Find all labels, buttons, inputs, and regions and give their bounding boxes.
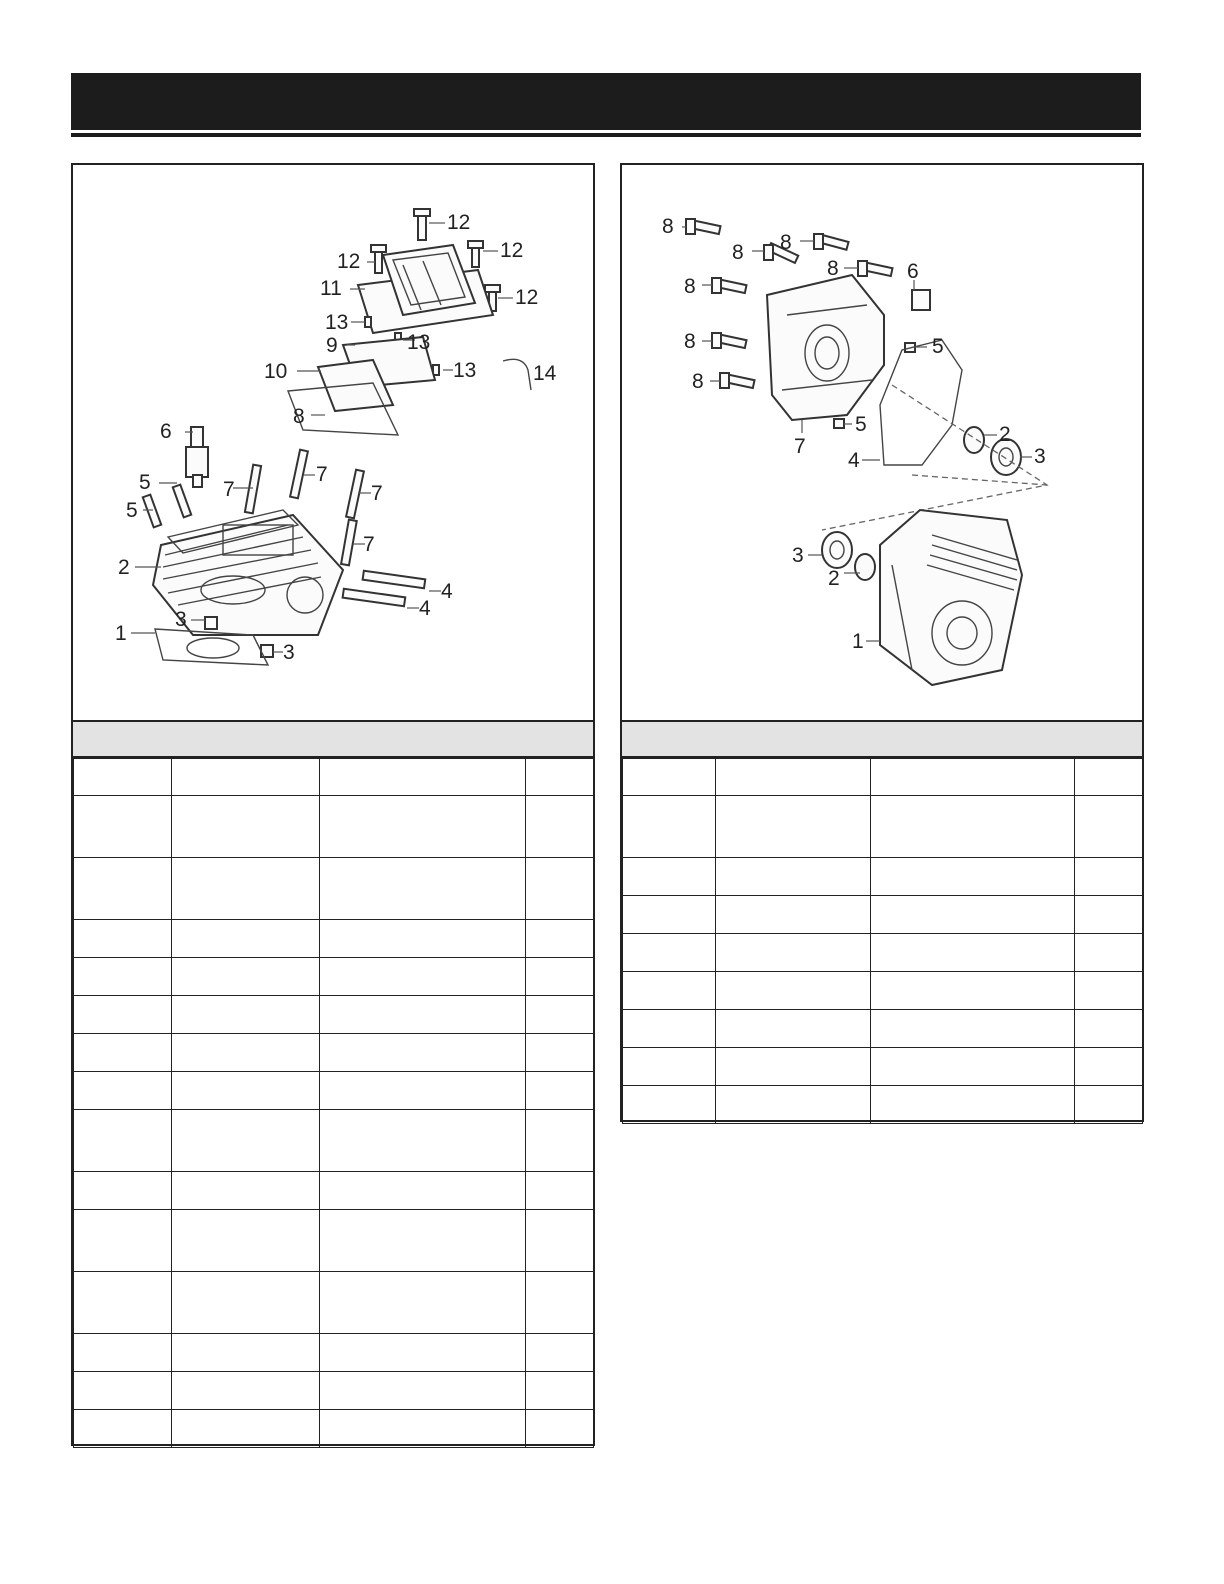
callout-3a: 3 [1034, 445, 1046, 468]
table-cell [74, 796, 172, 858]
callout-2b: 2 [828, 567, 840, 590]
head-bolt-7c [346, 470, 364, 519]
table-cell [172, 1334, 320, 1372]
table-cell [320, 958, 526, 996]
head-bolt-7a [245, 465, 261, 514]
callout-2: 2 [118, 556, 130, 579]
left-table-body [74, 796, 594, 1448]
callout-8e: 8 [684, 275, 696, 298]
table-row [74, 1210, 594, 1272]
table-cell [716, 1086, 871, 1124]
callout-8b: 8 [732, 241, 744, 264]
table-cell [623, 934, 716, 972]
table-cell [623, 858, 716, 896]
callout-8d: 8 [827, 257, 839, 280]
table-cell [320, 1272, 526, 1334]
callout-10: 10 [264, 360, 288, 383]
table-cell [526, 1110, 594, 1172]
table-row [74, 1372, 594, 1410]
table-cell [871, 896, 1075, 934]
bearing-3b [822, 532, 852, 568]
table-cell [172, 1172, 320, 1210]
bolt-8e [712, 278, 747, 293]
bolt-8g [720, 373, 755, 388]
callout-4: 4 [848, 449, 860, 472]
table-cell [526, 996, 594, 1034]
case-gasket-4 [880, 340, 962, 465]
table-cell [172, 920, 320, 958]
table-row [74, 1072, 594, 1110]
table-row [74, 858, 594, 920]
stud-5b [143, 495, 161, 528]
table-cell [1075, 1010, 1143, 1048]
callout-1: 1 [115, 622, 127, 645]
callout-1: 1 [852, 630, 864, 653]
right-parts-panel [620, 163, 1144, 1122]
table-cell [526, 1410, 594, 1448]
callout-7d: 7 [363, 533, 375, 556]
table-cell [526, 1334, 594, 1372]
table-cell [320, 1072, 526, 1110]
table-cell [74, 958, 172, 996]
table-cell [74, 1272, 172, 1334]
callout-3a: 3 [175, 608, 187, 631]
table-cell [172, 796, 320, 858]
table-cell [320, 1110, 526, 1172]
callout-8c: 8 [780, 231, 792, 254]
callout-5a: 5 [932, 335, 944, 358]
bolt-8c [814, 234, 849, 250]
left-parts-table [73, 758, 594, 1448]
table-cell [320, 858, 526, 920]
table-cell [172, 1410, 320, 1448]
table-cell [716, 896, 871, 934]
table-cell [526, 1072, 594, 1110]
table-row [74, 1272, 594, 1334]
table-cell [74, 1372, 172, 1410]
callout-9: 9 [326, 334, 338, 357]
table-cell [871, 934, 1075, 972]
bolt-8a [686, 219, 721, 234]
table-row [74, 920, 594, 958]
table-cell [74, 1334, 172, 1372]
callout-14: 14 [533, 362, 557, 385]
right-section-band [622, 720, 1142, 758]
oil-seal-2b [855, 554, 875, 580]
table-row [623, 1048, 1143, 1086]
table-row [623, 1010, 1143, 1048]
table-cell [320, 1372, 526, 1410]
table-row [74, 996, 594, 1034]
table-cell [526, 1172, 594, 1210]
callout-3b: 3 [792, 544, 804, 567]
callout-4a: 4 [441, 580, 453, 603]
table-cell [623, 796, 716, 858]
table-row [74, 1172, 594, 1210]
callout-7c: 7 [371, 482, 383, 505]
table-cell [526, 1272, 594, 1334]
table-cell [320, 1410, 526, 1448]
cylinder-head-exploded-view [73, 165, 593, 720]
oil-seal-2a [964, 427, 984, 453]
table-cell [871, 858, 1075, 896]
table-header-row [74, 759, 594, 796]
callout-8: 8 [293, 405, 305, 428]
table-cell [74, 1410, 172, 1448]
table-cell [871, 796, 1075, 858]
callout-11: 11 [320, 277, 342, 300]
table-cell [1075, 972, 1143, 1010]
head-bolt-7d [341, 520, 357, 566]
table-cell [74, 1210, 172, 1272]
callout-12c: 12 [500, 239, 524, 262]
callout-5b: 5 [855, 413, 867, 436]
table-cell [1075, 796, 1143, 858]
table-row [623, 796, 1143, 858]
table-cell [172, 1110, 320, 1172]
callout-7b: 7 [316, 463, 328, 486]
dowel-3a [205, 617, 217, 629]
callout-13a: 13 [325, 311, 349, 334]
table-cell [716, 1010, 871, 1048]
callout-5a: 5 [139, 471, 151, 494]
table-cell [871, 1048, 1075, 1086]
spark-plug [186, 427, 208, 487]
table-cell [74, 920, 172, 958]
table-cell [1075, 1048, 1143, 1086]
table-cell [871, 1010, 1075, 1048]
table-cell [526, 920, 594, 958]
left-section-band [73, 720, 593, 758]
table-cell [1075, 934, 1143, 972]
callout-12b: 12 [337, 250, 361, 273]
callout-2a: 2 [999, 423, 1011, 446]
table-cell [172, 858, 320, 920]
table-cell [320, 1172, 526, 1210]
table-cell [320, 996, 526, 1034]
table-cell [871, 1086, 1075, 1124]
cylinder-head-diagram [73, 165, 593, 720]
callout-12a: 12 [447, 211, 471, 234]
table-cell [320, 920, 526, 958]
callout-6: 6 [160, 420, 172, 443]
table-cell [74, 1034, 172, 1072]
table-cell [623, 1010, 716, 1048]
table-cell [74, 996, 172, 1034]
table-row [74, 1034, 594, 1072]
table-row [74, 1334, 594, 1372]
callout-7: 7 [794, 435, 806, 458]
table-row [623, 934, 1143, 972]
crankcase-diagram [622, 165, 1142, 720]
table-cell [526, 796, 594, 858]
stud-5a [173, 485, 191, 518]
table-cell [871, 972, 1075, 1010]
screw-13a [365, 317, 371, 327]
table-cell [623, 972, 716, 1010]
callout-8a: 8 [662, 215, 674, 238]
callout-6: 6 [907, 260, 919, 283]
page-header-bar [71, 73, 1141, 130]
breather-tube-14 [503, 359, 531, 390]
table-cell [172, 1034, 320, 1072]
table-cell [172, 1072, 320, 1110]
right-parts-table [622, 758, 1143, 1124]
table-cell [716, 858, 871, 896]
bolt-12c [468, 241, 483, 267]
table-header-row [623, 759, 1143, 796]
callout-8f: 8 [684, 330, 696, 353]
table-cell [623, 1048, 716, 1086]
table-cell [623, 896, 716, 934]
table-cell [716, 796, 871, 858]
bolt-8f [712, 333, 747, 348]
dowel-5b [834, 419, 844, 428]
table-row [74, 1410, 594, 1448]
table-row [623, 972, 1143, 1010]
table-cell [74, 858, 172, 920]
bolt-12a [414, 209, 430, 240]
callout-8g: 8 [692, 370, 704, 393]
callout-13c: 13 [453, 359, 477, 382]
table-cell [1075, 896, 1143, 934]
table-cell [172, 1372, 320, 1410]
crankcase [880, 510, 1022, 685]
table-row [623, 858, 1143, 896]
callout-7a: 7 [223, 478, 235, 501]
right-table-body [623, 796, 1143, 1124]
table-row [74, 1110, 594, 1172]
table-cell [526, 1210, 594, 1272]
table-cell [526, 958, 594, 996]
table-cell [74, 1110, 172, 1172]
table-cell [172, 1272, 320, 1334]
table-cell [623, 1086, 716, 1124]
table-cell [172, 996, 320, 1034]
header-rule [71, 133, 1141, 137]
table-cell [526, 1372, 594, 1410]
left-parts-panel [71, 163, 595, 1446]
table-cell [1075, 1086, 1143, 1124]
oil-sensor-6 [912, 290, 930, 310]
table-cell [1075, 858, 1143, 896]
crankcase-cover [767, 275, 884, 420]
table-row [623, 1086, 1143, 1124]
table-cell [320, 796, 526, 858]
table-cell [74, 1172, 172, 1210]
table-cell [716, 972, 871, 1010]
table-cell [716, 934, 871, 972]
table-cell [320, 1210, 526, 1272]
stud-4b [343, 589, 406, 607]
callout-12d: 12 [515, 286, 539, 309]
table-cell [320, 1334, 526, 1372]
crankcase-exploded-view [622, 165, 1142, 720]
table-row [74, 958, 594, 996]
callout-5b: 5 [126, 499, 138, 522]
callout-13b: 13 [407, 331, 431, 354]
table-cell [716, 1048, 871, 1086]
table-cell [320, 1034, 526, 1072]
head-bolt-7b [290, 450, 308, 499]
stud-4a [363, 571, 426, 589]
table-row [74, 796, 594, 858]
table-cell [172, 1210, 320, 1272]
table-cell [526, 858, 594, 920]
callout-3b: 3 [283, 641, 295, 664]
table-row [623, 896, 1143, 934]
callout-4b: 4 [419, 597, 431, 620]
table-cell [172, 958, 320, 996]
bolt-8d [858, 261, 893, 276]
table-cell [526, 1034, 594, 1072]
table-cell [74, 1072, 172, 1110]
